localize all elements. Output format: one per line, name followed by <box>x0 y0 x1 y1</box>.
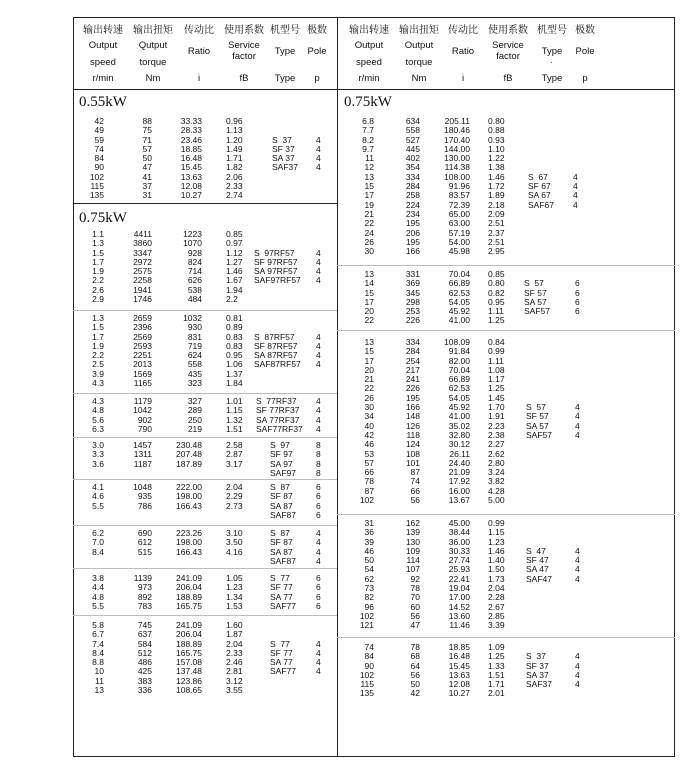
header-rule <box>73 89 675 90</box>
pole-column: 6 6 6 6 <box>575 278 580 317</box>
torque-column: 745 637 584 512 486 425 383 336 <box>137 620 152 696</box>
torque-column: 1179 1042 902 790 <box>133 396 152 434</box>
speed-column: 42 49 59 74 84 90 102 115 135 <box>89 116 104 201</box>
hdr-left-cn-5: 极数 <box>307 25 327 36</box>
torque-column: 1139 973 892 783 <box>133 573 152 611</box>
right-separator <box>337 265 675 266</box>
speed-column: 1.3 1.5 1.7 1.9 2.2 2.5 3.9 4.3 <box>92 313 104 389</box>
pole-column: 6 6 6 6 <box>316 482 321 520</box>
pole-column: 4 4 4 4 <box>573 171 578 210</box>
speed-column: 4.1 4.6 5.5 <box>92 482 104 511</box>
ratio-column: 223.26 198.00 166.43 <box>176 528 202 557</box>
hdr-left-en2-3: factor <box>232 51 256 62</box>
hdr-right-cn-3: 使用系数 <box>488 25 528 36</box>
ratio-column: 1032 930 831 719 624 558 435 323 <box>183 313 202 389</box>
center-divider <box>337 17 338 757</box>
factor-column: 3.10 3.50 4.16 <box>226 528 243 557</box>
torque-column: 1457 1311 1187 <box>133 440 152 469</box>
factor-column: 2.04 2.29 2.73 <box>226 482 243 511</box>
pole-column: 4 4 4 4 <box>316 247 321 286</box>
left-separator <box>73 525 337 526</box>
hdr-right-en2-0: speed <box>356 57 382 68</box>
hdr-left-en-1: Qutput <box>138 40 168 51</box>
left-separator <box>73 615 337 616</box>
speed-column: 6.8 7.7 8.2 9.7 11 12 13 15 17 19 21 22 24 26 30 <box>362 116 374 257</box>
pole-column: 4 4 4 4 <box>316 528 321 566</box>
factor-column: 1.60 1.87 2.04 2.33 2.46 2.81 3.12 3.55 <box>226 620 243 696</box>
hdr-right-en2-3: factor <box>496 51 520 62</box>
torque-column: 690 612 515 <box>137 528 152 557</box>
ratio-column: 222.00 198.00 166.43 <box>176 482 202 511</box>
hdr-left-en-5: Pole <box>307 46 327 57</box>
torque-column: 2659 2396 2569 2593 2251 2013 1569 1165 <box>133 313 152 389</box>
ratio-column: 18.85 16.48 15.45 13.63 12.08 10.27 <box>448 642 470 699</box>
type-column: S 97 SF 97 SA 97 SAF97 <box>270 440 296 478</box>
hdr-left-en-0: Output <box>88 40 118 51</box>
hdr-right-en-1: Output <box>404 40 434 51</box>
ratio-column: 33.33 28.33 23.46 18.85 16.48 15.45 13.63 12.08 10.27 <box>180 116 202 201</box>
speed-column: 13 14 15 17 20 22 <box>364 269 374 326</box>
left-power-title-1: 0.55kW <box>79 94 127 110</box>
type-column: S 67 SF 67 SA 67 SAF67 <box>528 171 554 210</box>
table-frame <box>73 17 675 757</box>
ratio-column: 241.09 206.04 188.89 165.75 <box>176 573 202 611</box>
right-power-title-1: 0.75kW <box>344 94 392 110</box>
speed-column: 74 84 90 102 115 135 <box>359 642 374 699</box>
hdr-right-cn-4: 机型号 <box>537 25 567 36</box>
type-column: S 47 SF 47 SA 47 SAF47 <box>526 545 552 584</box>
factor-column: 0.85 0.80 0.82 0.95 1.11 1.25 <box>488 269 505 326</box>
hdr-left-cn-0: 输出转速 <box>83 25 123 36</box>
speed-column: 3.8 4.4 4.8 5.5 <box>92 573 104 611</box>
torque-column: 4411 3860 3347 2972 2575 2258 1941 1746 <box>133 229 152 305</box>
hdr-right-en-4: Type <box>541 46 563 57</box>
hdr-left-unit-2: i <box>197 73 201 84</box>
factor-column: 1.09 1.25 1.33 1.51 1.71 2.01 <box>488 642 505 699</box>
type-column: S 77RF37 SF 77RF37 SA 77RF37 SAF77RF37 <box>256 396 303 434</box>
factor-column: 0.84 0.99 1.11 1.08 1.17 1.25 1.45 1.70 1.91 2.23 2.38 2.27 2.62 2.80 3.24 3.82 4.28 5.00 <box>488 337 505 506</box>
speed-column: 31 36 39 46 50 54 62 73 82 96 102 121 <box>359 518 374 631</box>
hdr-right-unit-1: Nm <box>411 73 427 84</box>
hdr-left-unit-0: r/min <box>92 73 114 84</box>
hdr-left-cn-1: 输出扭矩 <box>133 25 173 36</box>
left-separator <box>73 568 337 569</box>
hdr-right-unit-4: Type <box>541 73 563 84</box>
factor-column: 0.96 1.13 1.20 1.49 1.71 1.82 2.06 2.33 2.74 <box>226 116 243 201</box>
torque-column: 1048 935 786 <box>133 482 152 511</box>
hdr-left-en-3: Service <box>228 40 260 51</box>
pole-column: 4 4 4 4 <box>575 651 580 690</box>
speed-column: 6.2 7.0 8.4 <box>92 528 104 557</box>
type-column: S 87 SF 87 SA 87 SAF87 <box>270 528 296 566</box>
hdr-left-en-4: Type <box>274 46 296 57</box>
hdr-right-en-5: Pole <box>575 46 595 57</box>
pole-column: 4 4 4 4 <box>316 396 321 434</box>
ratio-column: 205.11 180.46 170.40 144.00 130.00 114.38 108.00 91.96 83.57 72.39 65.00 63.00 57.19 54.00 45.98 <box>444 116 470 257</box>
speed-column: 13 15 17 20 21 22 26 30 34 40 42 46 53 57 66 78 87 102 <box>359 337 374 506</box>
left-separator <box>73 203 337 204</box>
factor-column: 1.01 1.15 1.32 1.51 <box>226 396 243 434</box>
hdr-right-en-0: Output <box>354 40 384 51</box>
hdr-left-unit-4: Type <box>274 73 296 84</box>
torque-column: 634 558 527 445 402 354 334 284 258 224 234 195 206 195 166 <box>405 116 420 257</box>
speed-column: 1.1 1.3 1.5 1.7 1.9 2.2 2.6 2.9 <box>92 229 104 305</box>
right-separator <box>337 637 675 638</box>
right-separator <box>337 514 675 515</box>
hdr-left-en2-0: speed <box>90 57 116 68</box>
factor-column: 0.99 1.15 1.23 1.46 1.40 1.50 1.73 2.04 2.28 2.67 2.85 3.39 <box>488 518 505 631</box>
hdr-left-unit-5: p <box>314 73 320 84</box>
hdr-right-en-3: Service <box>492 40 524 51</box>
speed-column: 3.0 3.3 3.6 <box>92 440 104 469</box>
left-separator <box>73 437 337 438</box>
type-column: S 77 SF 77 SA 77 SAF77 <box>270 573 296 611</box>
hdr-left-en2-1: torque <box>139 57 167 68</box>
left-separator <box>73 393 337 394</box>
hdr-right-cn-1: 输出扭矩 <box>399 25 439 36</box>
ratio-column: 45.00 38.44 36.00 30.33 27.74 25.93 22.41 19.04 17.00 14.52 13.60 11.46 <box>448 518 470 631</box>
type-column: S 97RF57 SF 97RF57 SA 97RF57 SAF97RF57 <box>254 247 301 286</box>
hdr-right-cn-2: 传动比 <box>448 25 478 36</box>
hdr-left-unit-3: fB <box>239 73 249 84</box>
ratio-column: 241.09 206.04 188.89 165.75 157.08 137.48 123.86 108.65 <box>176 620 202 696</box>
type-column: S 37 SF 37 SA 37 SAF37 <box>526 651 552 690</box>
left-separator <box>73 479 337 480</box>
type-column: S 57 SF 57 SA 57 SAF57 <box>524 278 550 317</box>
hdr-left-cn-3: 使用系数 <box>224 25 264 36</box>
type-column: S 87 SF 87 SA 87 SAF87 <box>270 482 296 520</box>
factor-column: 0.80 0.88 0.93 1.10 1.22 1.38 1.46 1.72 1.89 2.18 2.09 2.51 2.37 2.51 2.95 <box>488 116 505 257</box>
torque-column: 334 284 254 217 241 226 195 166 148 126 118 124 108 101 87 74 66 56 <box>405 337 420 506</box>
hdr-right-en-2: Ratio <box>451 46 475 57</box>
ratio-column: 327 289 250 219 <box>187 396 202 434</box>
type-column: S 37 SF 37 SA 37 SAF37 <box>272 134 298 173</box>
factor-column: 0.81 0.89 0.83 0.83 0.95 1.06 1.37 1.84 <box>226 313 243 389</box>
ratio-column: 1223 1070 928 824 714 626 538 484 <box>183 229 202 305</box>
type-column: S 77 SF 77 SA 77 SAF77 <box>270 638 296 677</box>
torque-column: 78 68 64 56 50 42 <box>410 642 420 699</box>
pole-column: 6 6 6 6 <box>316 573 321 611</box>
hdr-left-cn-2: 传动比 <box>184 25 214 36</box>
hdr-right-cn-5: 极数 <box>575 25 595 36</box>
hdr-left-unit-1: Nm <box>145 73 161 84</box>
pole-column: 4 4 4 4 <box>316 134 321 173</box>
right-separator <box>337 330 675 331</box>
ratio-column: 108.09 91.84 82.00 70.04 66.89 62.53 54.05 45.92 41.00 35.02 32.80 30.12 26.11 24.40 21.09 17.92 16.00 13.67 <box>444 337 470 506</box>
hdr-right-en2-1: torque <box>405 57 433 68</box>
pole-column: 8 8 8 8 <box>316 440 321 478</box>
pole-column: 4 4 4 4 <box>316 638 321 677</box>
speed-column: 5.8 6.7 7.4 8.4 8.8 10 11 13 <box>92 620 104 696</box>
pole-column: 4 4 4 4 <box>575 545 580 584</box>
factor-column: 0.85 0.97 1.12 1.27 1.46 1.67 1.94 2.2 <box>226 229 243 305</box>
torque-column: 162 139 130 109 114 107 92 78 70 60 56 47 <box>405 518 420 631</box>
speed-column: 4.3 4.8 5.6 6.3 <box>92 396 104 434</box>
hdr-left-en-2: Ratio <box>187 46 211 57</box>
hdr-right-unit-5: p <box>582 73 588 84</box>
factor-column: 1.05 1.23 1.34 1.53 <box>226 573 243 611</box>
hdr-right-unit-0: r/min <box>358 73 380 84</box>
factor-column: 2.58 2.87 3.17 <box>226 440 243 469</box>
pole-column: 4 4 4 4 <box>575 402 580 440</box>
type-column: S 57 SF 57 SA 57 SAF57 <box>526 402 552 440</box>
hdr-right-cn-0: 输出转速 <box>349 25 389 36</box>
hdr-left-cn-4: 机型号 <box>270 25 300 36</box>
left-separator <box>73 310 337 311</box>
ratio-column: 70.04 66.89 62.53 54.05 45.92 41.00 <box>448 269 470 326</box>
torque-column: 331 369 345 298 253 226 <box>405 269 420 326</box>
torque-column: 88 75 71 57 50 47 41 37 31 <box>142 116 152 201</box>
type-column: S 87RF57 SF 87RF57 SA 87RF57 SAF87RF57 <box>254 331 301 370</box>
hdr-right-unit-2: i <box>461 73 465 84</box>
header-dot-mark: . <box>550 55 553 65</box>
left-power-title-2: 0.75kW <box>79 210 127 226</box>
pole-column: 4 4 4 4 <box>316 331 321 370</box>
ratio-column: 230.48 207.48 187.89 <box>176 440 202 469</box>
hdr-right-unit-3: fB <box>503 73 513 84</box>
